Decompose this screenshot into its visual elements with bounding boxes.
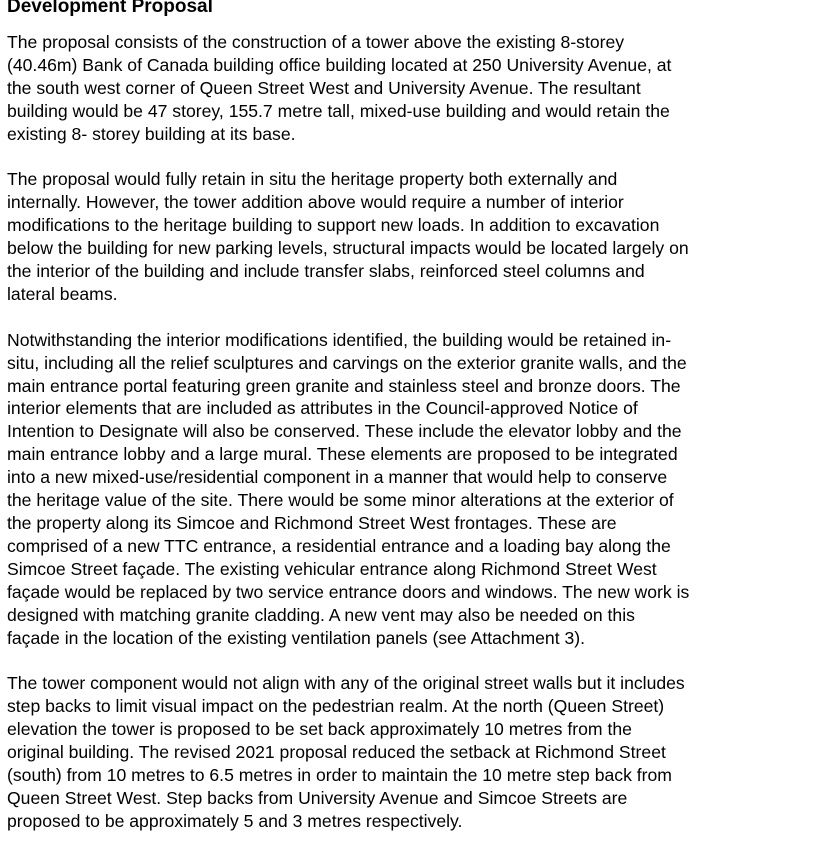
text-line: situ, including all the relief sculptures and carvings on the exterior granite walls, and the <box>7 352 687 373</box>
text-line: The proposal consists of the construction of a tower above the existing 8-storey <box>7 32 625 52</box>
section-heading: Development Proposal <box>7 0 213 17</box>
text-line: into a new mixed-use/residential component in a manner that would help to conserve <box>7 467 668 488</box>
paragraphs-container <box>7 31 822 833</box>
text-line: designed with matching granite cladding. A new vent may also be needed on this <box>7 604 635 625</box>
text-line: modifications to the heritage building to support new loads. In addition to excavation <box>7 215 660 236</box>
text-line: step backs to limit visual impact on the pedestrian realm. At the north (Queen Street) <box>7 696 665 717</box>
text-line: Intention to Designate will also be conserved. These include the elevator lobby and the <box>7 421 682 442</box>
text-line: (south) from 10 metres to 6.5 metres in order to maintain the 10 metre step back from <box>7 764 672 785</box>
text-line: façade would be replaced by two service entrance doors and windows. The new work is <box>7 581 690 602</box>
text-line: the property along its Simcoe and Richmond Street West frontages. These are <box>7 513 617 533</box>
text-line: main entrance portal featuring green granite and stainless steel and bronze doors. The <box>7 375 681 396</box>
text-line: lateral beams. <box>7 283 118 304</box>
text-line: elevation the tower is proposed to be set back approximately 10 metres from the <box>7 719 632 740</box>
text-line: existing 8- storey building at its base. <box>7 123 296 144</box>
text-line: The tower component would not align with any of the original street walls but it includes <box>7 673 685 694</box>
body-paragraph <box>7 329 822 650</box>
text-line: The proposal would fully retain in situ the heritage property both externally and <box>7 169 618 190</box>
body-paragraph <box>7 31 822 146</box>
text-line: façade in the location of the existing ventilation panels (see Attachment 3). <box>7 627 586 648</box>
text-line: building would be 47 storey, 155.7 metre tall, mixed-use building and would retain the <box>7 100 670 121</box>
body-paragraph <box>7 672 822 832</box>
text-line: the heritage value of the site. There would be some minor alterations at the exterior of <box>7 490 674 511</box>
text-line: Queen Street West. Step backs from University Avenue and Simcoe Streets are <box>7 787 628 808</box>
text-line: original building. The revised 2021 proposal reduced the setback at Richmond Street <box>7 742 666 763</box>
text-line: below the building for new parking levels, structural impacts would be located largely on <box>7 238 689 259</box>
text-line: interior elements that are included as attributes in the Council-approved Notice of <box>7 398 638 419</box>
text-line: the south west corner of Queen Street West and University Avenue. The resultant <box>7 77 641 98</box>
text-line: Simcoe Street façade. The existing vehicular entrance along Richmond Street West <box>7 558 657 579</box>
text-line: (40.46m) Bank of Canada building office building located at 250 University Avenue, at <box>7 54 672 75</box>
text-line: proposed to be approximately 5 and 3 metres respectively. <box>7 810 463 831</box>
text-line: Notwithstanding the interior modifications identified, the building would be retained in- <box>7 329 672 350</box>
text-line: comprised of a new TTC entrance, a residential entrance and a loading bay along the <box>7 535 671 556</box>
text-line: main entrance lobby and a large mural. These elements are proposed to be integrated <box>7 444 678 465</box>
document-page <box>7 0 822 833</box>
text-line: internally. However, the tower addition above would require a number of interior <box>7 192 624 213</box>
body-paragraph <box>7 168 822 305</box>
text-line: the interior of the building and include transfer slabs, reinforced steel columns and <box>7 261 645 282</box>
